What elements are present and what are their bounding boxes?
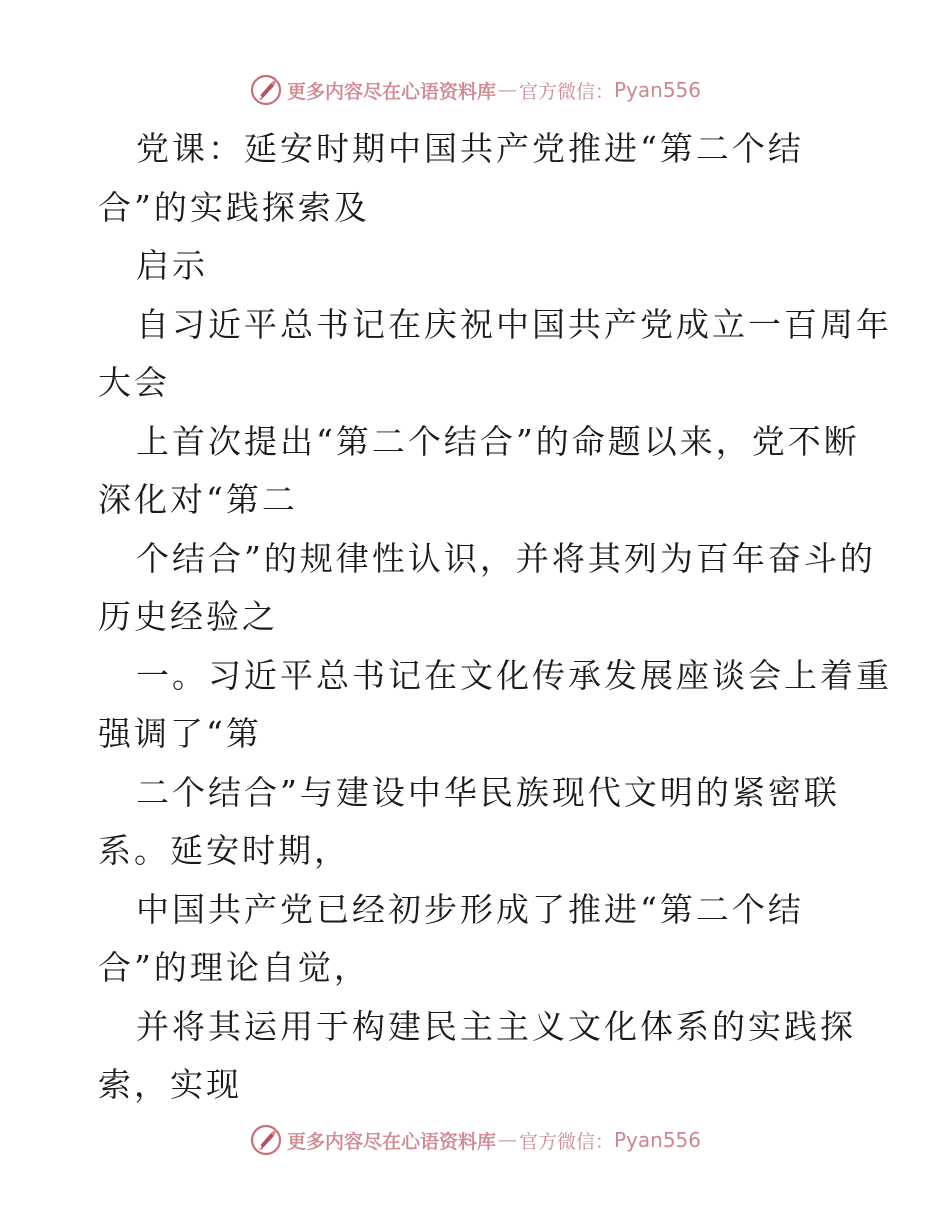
footer-watermark	[0, 1120, 950, 1160]
title-line: 启示	[136, 246, 208, 285]
paragraph-line: 深化对“第二	[98, 480, 298, 519]
paragraph-line: 历史经验之	[98, 597, 278, 636]
paragraph-line: 自习近平总书记在庆祝中国共产党成立一百周年	[136, 304, 892, 344]
watermark-wechat-id: Pyan556	[614, 78, 702, 102]
paragraph-line: 大会	[98, 363, 170, 402]
header-watermark	[0, 70, 950, 110]
paragraph-line: 并将其运用于构建民主主义文化体系的实践探	[136, 1006, 856, 1046]
document-body	[98, 120, 892, 1115]
paragraph-line: 一。习近平总书记在文化传承发展座谈会上着重	[136, 655, 892, 695]
quill-pen-icon	[249, 1123, 283, 1157]
paragraph-line: 系。延安时期，	[98, 831, 350, 870]
paragraph-line: 上首次提出“第二个结合”的命题以来，党不断	[136, 421, 860, 461]
paragraph-line: 个结合”的规律性认识，并将其列为百年奋斗的	[136, 538, 876, 578]
paragraph-line: 二个结合”与建设中华民族现代文明的紧密联	[136, 772, 840, 812]
title-line: 合”的实践探索及	[98, 187, 370, 227]
watermark-separator: —	[497, 1129, 517, 1151]
watermark-wechat-label: 官方微信：	[518, 1130, 614, 1153]
paragraph-line: 中国共产党已经初步形成了推进“第二个结	[136, 889, 804, 929]
watermark-wechat-label: 官方微信：	[518, 80, 614, 103]
paragraph-line: 强调了“第	[98, 714, 262, 753]
watermark-brand: 更多内容尽在心语资料库	[286, 1130, 496, 1153]
watermark-wechat-id: Pyan556	[614, 1128, 702, 1152]
watermark-separator: —	[497, 79, 517, 101]
paragraph-line: 索，实现	[98, 1065, 242, 1104]
paragraph-line: 合”的理论自觉，	[98, 948, 370, 987]
title-line: 党课：延安时期中国共产党推进“第二个结	[136, 129, 804, 168]
quill-pen-icon	[249, 73, 283, 107]
watermark-brand: 更多内容尽在心语资料库	[286, 80, 496, 103]
